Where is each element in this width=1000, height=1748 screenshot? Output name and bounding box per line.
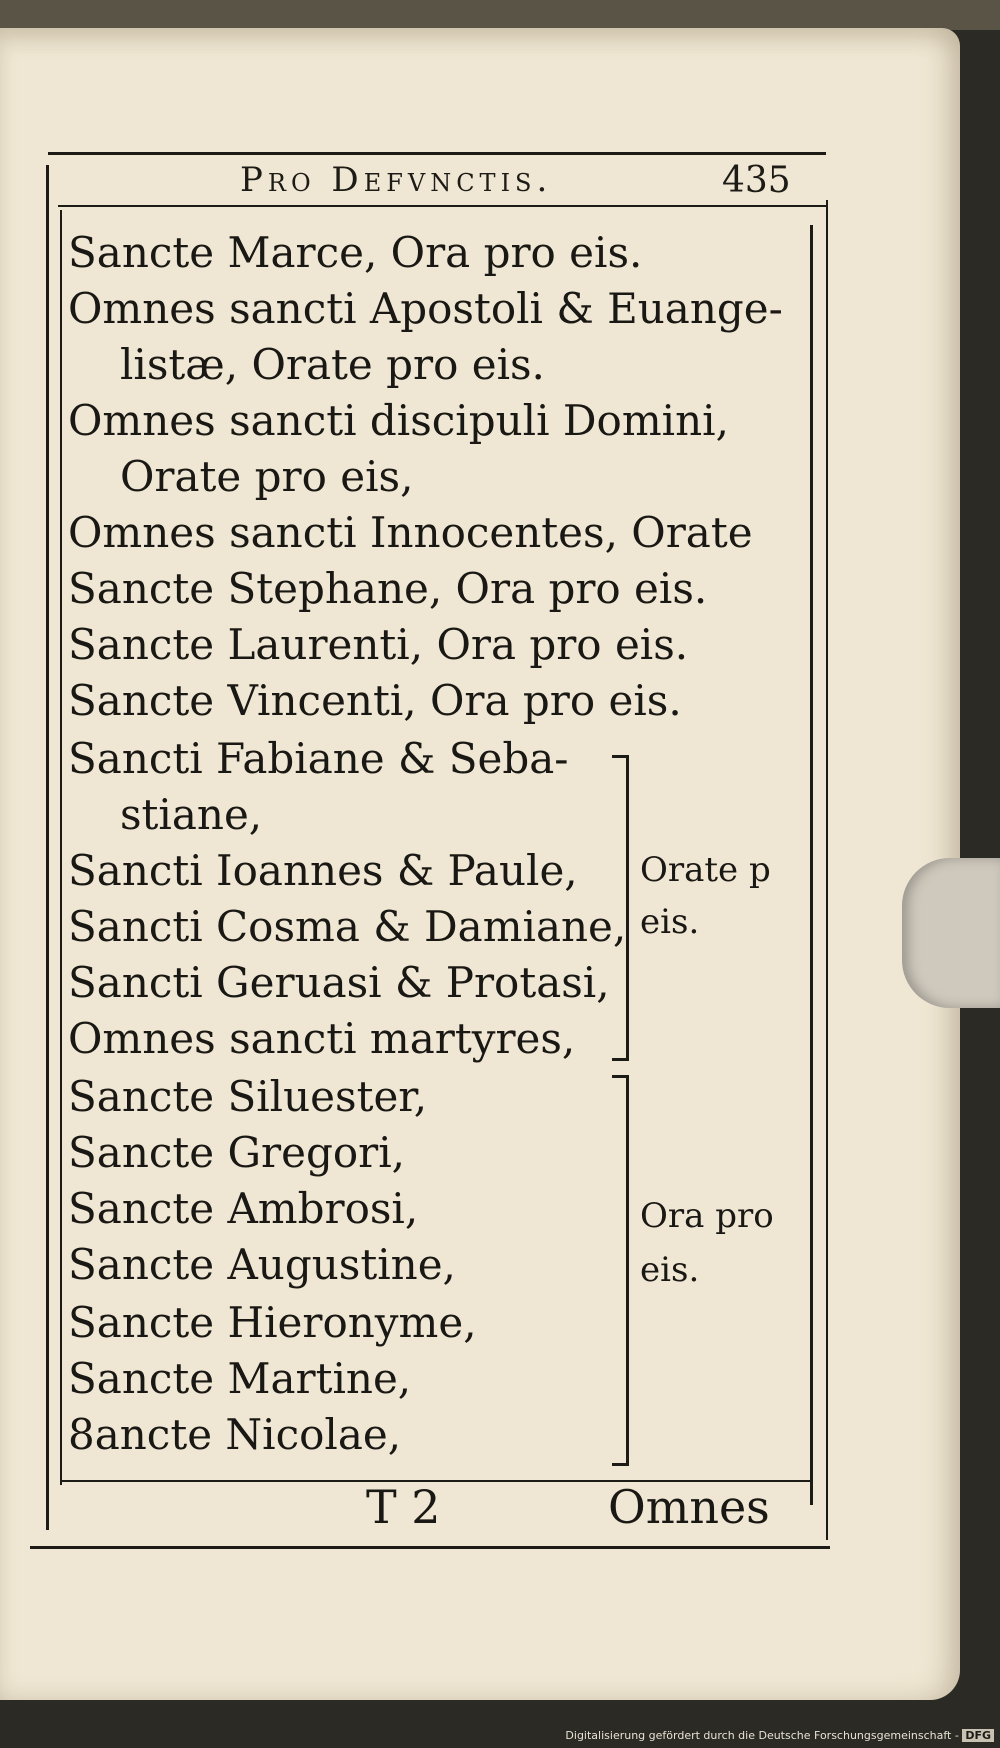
bracket-martyrs: [612, 755, 629, 1061]
running-head: Pro Defvnctis.: [240, 160, 553, 200]
text-line: stiane,: [120, 790, 263, 839]
frame-left-rule: [46, 165, 49, 1530]
text-line: Sancte Martine,: [68, 1354, 412, 1403]
frame-bottom-rule: [30, 1546, 830, 1549]
text-line: Omnes sancti Apostoli & Euange-: [68, 284, 783, 333]
page-number: 435: [722, 160, 791, 201]
bracket-label: Orate p: [640, 850, 771, 890]
text-line: Sancte Laurenti, Ora pro eis.: [68, 620, 689, 669]
text-line: Orate pro eis,: [120, 452, 414, 501]
text-line: Omnes sancti martyres,: [68, 1014, 576, 1063]
signature-mark: T 2: [366, 1480, 441, 1534]
bracket-label: eis.: [640, 902, 700, 942]
text-line: Sancti Cosma & Damiane,: [68, 902, 627, 951]
text-line: Sancte Hieronyme,: [68, 1298, 477, 1347]
text-line: Sancti Geruasi & Protasi,: [68, 958, 610, 1007]
text-line: 8ancte Nicolae,: [68, 1410, 402, 1459]
dfg-logo: DFG: [962, 1729, 994, 1742]
text-line: Sancte Marce, Ora pro eis.: [68, 228, 643, 277]
catchword: Omnes: [608, 1480, 770, 1534]
text-line: Omnes sancti discipuli Domini,: [68, 396, 729, 445]
bracket-label: eis.: [640, 1250, 700, 1290]
frame-outer-right-rule: [826, 200, 828, 1540]
text-line: Sancte Siluester,: [68, 1072, 428, 1121]
text-line: Sancte Augustine,: [68, 1240, 456, 1289]
credit-text: Digitalisierung gefördert durch die Deutsche Forschungsgemeinschaft -: [565, 1729, 959, 1742]
header-rule: [58, 205, 826, 207]
text-line: Sancte Vincenti, Ora pro eis.: [68, 676, 682, 725]
text-line: Sancte Ambrosi,: [68, 1184, 419, 1233]
frame-inner-left-rule: [60, 210, 62, 1485]
text-line: Sancte Stephane, Ora pro eis.: [68, 564, 708, 613]
book-top-edge: [0, 0, 1000, 30]
book-clasp: [902, 858, 1000, 1008]
bracket-confessors: [612, 1075, 629, 1466]
text-line: listæ, Orate pro eis.: [120, 340, 545, 389]
text-line: Sancti Ioannes & Paule,: [68, 846, 578, 895]
bracket-label: Ora pro: [640, 1196, 774, 1236]
digitization-credit: [565, 1729, 994, 1742]
frame-top-rule: [48, 152, 826, 155]
text-line: Sancti Fabiane & Seba-: [68, 734, 569, 783]
text-line: Omnes sancti Innocentes, Orate: [68, 508, 753, 557]
text-line: Sancte Gregori,: [68, 1128, 405, 1177]
frame-right-rule: [810, 225, 813, 1505]
